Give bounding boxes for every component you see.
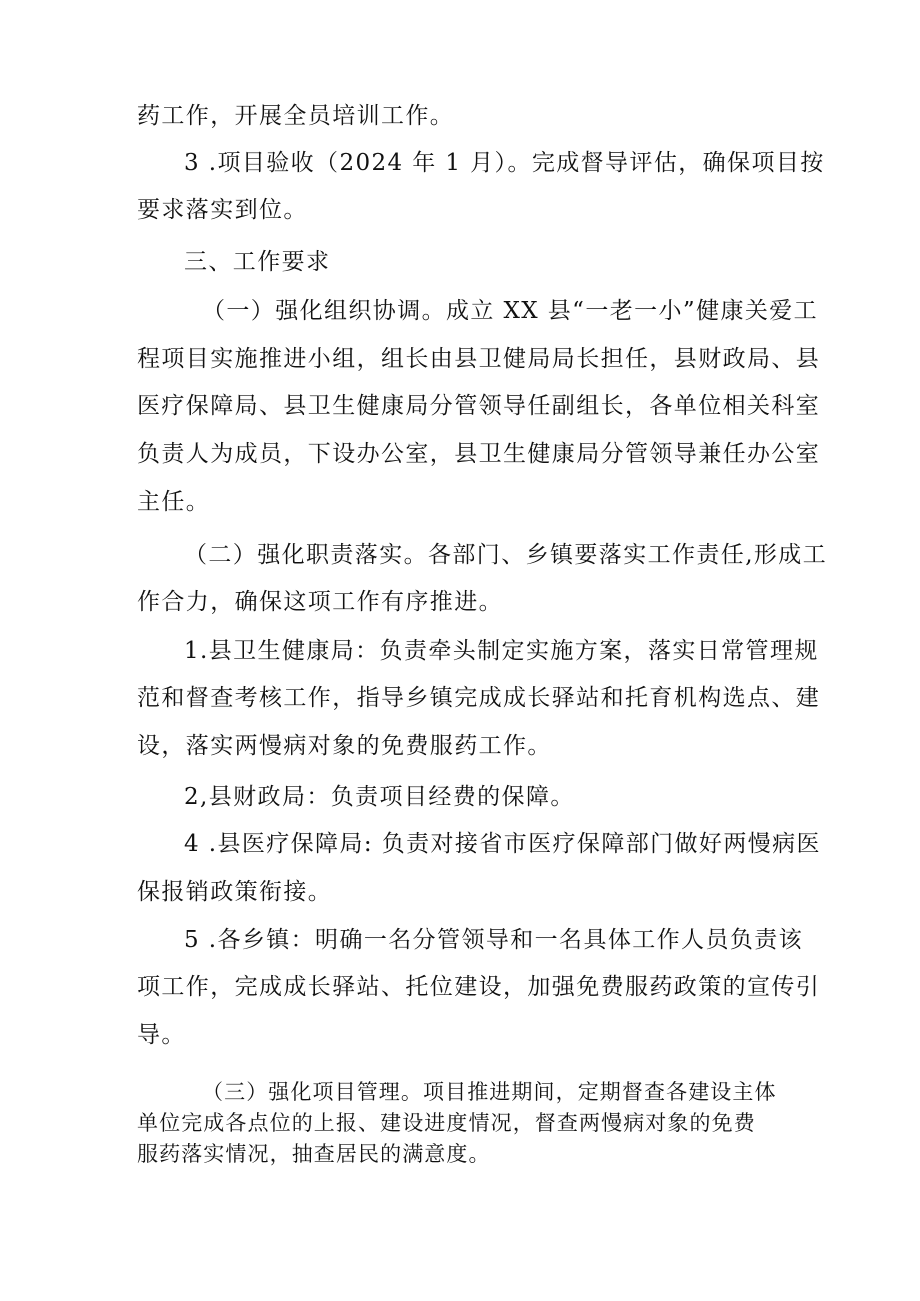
text-line-1: 药工作，开展全员培训工作。: [137, 103, 455, 129]
text-line-3: 要求落实到位。: [137, 197, 308, 223]
section-heading: 三、工作要求: [184, 249, 331, 275]
text-line-10: （二）强化职责落实。各部门、乡镇要落实工作责任,形成工: [184, 542, 828, 568]
text-line-15: 2,县财政局：负责项目经费的保障。: [184, 784, 575, 810]
text-line-13: 范和督查考核工作，指导乡镇完成成长驿站和托育机构选点、建: [137, 685, 821, 711]
text-line-2: 3 .项目验收（2024 年 1 月）。完成督导评估，确保项目按: [184, 150, 825, 176]
text-line-12: 1.县卫生健康局：负责牵头制定实施方案，落实日常管理规: [184, 638, 819, 664]
text-line-8: 负责人为成员，下设办公室，县卫生健康局分管领导兼任办公室: [137, 441, 821, 467]
text-line-9: 主任。: [137, 489, 211, 515]
text-line-6: 程项目实施推进小组，组长由县卫健局局长担任，县财政局、县: [137, 346, 821, 372]
text-line-20: 导。: [137, 1022, 186, 1048]
text-line-18: 5 .各乡镇：明确一名分管领导和一名具体工作人员负责该: [184, 927, 804, 953]
text-line-14: 设，落实两慢病对象的免费服药工作。: [137, 733, 552, 759]
text-line-11: 作合力，确保这项工作有序推进。: [137, 589, 503, 615]
text-line-17: 保报销政策衔接。: [137, 879, 333, 905]
text-line-21: （三）强化项目管理。项目推进期间，定期督查各建设主体: [202, 1080, 777, 1104]
text-line-7: 医疗保障局、县卫生健康局分管领导任副组长，各单位相关科室: [137, 393, 821, 419]
text-line-5: （一）强化组织协调。成立 XX 县“一老一小”健康关爱工: [202, 298, 819, 324]
text-line-19: 项工作，完成成长驿站、托位建设，加强免费服药政策的宣传引: [137, 974, 821, 1000]
text-line-23: 服药落实情况，抽查居民的满意度。: [137, 1142, 491, 1166]
text-line-16: 4 .县医疗保障局: 负责对接省市医疗保障部门做好两慢病医: [184, 831, 821, 857]
text-line-22: 单位完成各点位的上报、建设进度情况，督查两慢病对象的免费: [137, 1111, 756, 1135]
